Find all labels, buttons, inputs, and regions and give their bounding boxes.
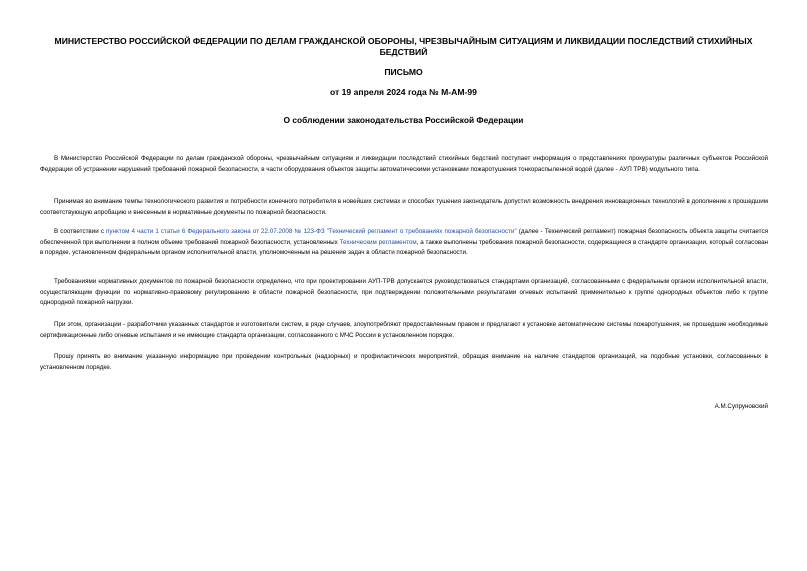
paragraph-text: , а также выполнены требования пожарной безопасности, содержащиеся в стандарте организации, который согласован в порядке, установленном федеральным органом исполнительной власти, уполномоченным на решение задач в области пожарной безопасности. — [40, 238, 768, 257]
body-paragraph-5: При этом, организации - разработчики указанных стандартов и изготовители систем, в ряде случаев, злоупотребляют предоставленным правом и предлагают к установке автоматические системы пожаротушения, не прошедшие необходимые сертификационные либо огневые испытания и не имеющие стандарта организации, согласованного с МЧС России в установленном порядке. — [40, 321, 768, 339]
document-date-number: от 19 апреля 2024 года № М-АМ-99 — [330, 87, 477, 97]
body-paragraph-3 — [40, 227, 768, 259]
body-paragraph-1: В Министерство Российской Федерации по делам гражданской обороны, чрезвычайным ситуациям и ликвидации последствий стихийных бедствий поступает информация о представлениях прокуратуры различных субъектов Российской Федерации об устранении нарушений требований пожарной безопасности, в части оборудования объектов защиты автоматическими установками пожаротушения тонкораспыленной водой (далее - АУП ТРВ) модульного типа. — [40, 155, 768, 173]
federal-law-link[interactable]: пунктом 4 части 1 статьи 6 Федерального закона от 22.07.2008 № 123-ФЗ "Технический регламент о требованиях пожарной безопасности" — [106, 228, 517, 235]
paragraph-text: В соответствии с — [54, 228, 107, 235]
signatory-name: А.М.Супруновский — [714, 403, 768, 410]
document-type: ПИСЬМО — [384, 67, 423, 77]
document-subject: О соблюдении законодательства Российской Федерации — [283, 115, 524, 125]
issuing-organization: МИНИСТЕРСТВО РОССИЙСКОЙ ФЕДЕРАЦИИ ПО ДЕЛАМ ГРАЖДАНСКОЙ ОБОРОНЫ, ЧРЕЗВЫЧАЙНЫМ СИТУАЦИЯМ И ЛИКВИДАЦИИ ПОСЛЕДСТВИЙ СТИХИЙНЫХ БЕДСТВИЙ — [54, 36, 753, 57]
technical-regulation-link[interactable]: Техническим регламентом — [339, 238, 417, 246]
body-paragraph-6: Прошу принять во внимание указанную информацию при проведении контрольных (надзорных) и профилактических мероприятий, обращая внимание на наличие стандартов организаций, на подобные установки, согласованных в установленном порядке. — [40, 353, 768, 371]
body-paragraph-4: Требованиями нормативных документов по пожарной безопасности определено, что при проектировании АУП-ТРВ допускается руководствоваться стандартами организаций, согласованными с федеральным органом исполнительной власти, осуществляющим функции по нормативно-правовому регулированию в области пожарной безопасности, при подтверждении положительными результатами огневых испытаний применительно к группе однородных объектов либо к группе однородной пожарной нагрузки. — [40, 278, 768, 307]
body-paragraph-2: Принимая во внимание темпы технологического развития и потребности конечного потребителя в новейших системах и способах тушения законодатель допустил возможность внедрения инновационных технологий в дополнение к прошедшим соответствующую апробацию и внесенным в нормативные документы по пожарной безопасности. — [40, 198, 768, 216]
paragraph-text: (далее - Технический регламент) пожарная безопасность объекта защиты считается обеспеченной при выполнении в полном объеме требований пожарной безопасности, установленных — [40, 228, 768, 246]
